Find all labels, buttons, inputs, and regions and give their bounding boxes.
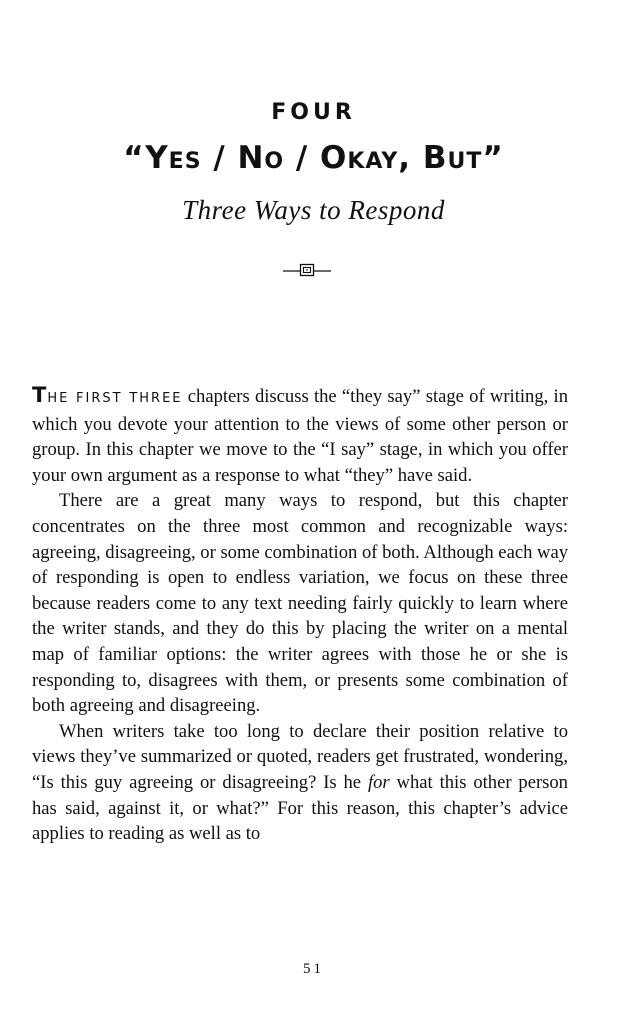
lead-first-letter: T bbox=[32, 383, 48, 407]
body-text bbox=[32, 383, 568, 847]
lead-in-caps bbox=[32, 383, 183, 407]
ornament-icon bbox=[283, 262, 331, 278]
paragraph-1 bbox=[32, 383, 568, 488]
paragraph-1-text: chapters discuss the “they say” stage of writing, in which you devote your attention to the views of some other person or group. In this chapter we move to the “I say” stage, in which you offer your own argument as a response to what “they” have said. bbox=[32, 386, 568, 486]
chapter-subtitle: Three Ways to Respond bbox=[182, 195, 445, 225]
paragraph-2: There are a great many ways to respond, but this chapter concentrates on the three most common and recognizable ways: agreeing, disagreeing, or some combination of both. Although each way of responding is open to endless variation, we focus on these three because readers come to any text needing fairly quickly to learn where the writer stands, and they do this by placing the writer on a mental map of familiar options: the writer agrees with those he or she is responding to, disagrees with them, or presents some combination of both agreeing and disagreeing. bbox=[32, 490, 568, 717]
paragraph-3-text-b: what this other person has said, against it, or what?” For this reason, this chapter’s advice applies to reading as well as to bbox=[32, 771, 568, 845]
page-number: 51 bbox=[303, 961, 324, 977]
paragraph-3 bbox=[32, 719, 568, 847]
paragraph-3-italic-word: for bbox=[367, 771, 390, 793]
chapter-number: FOUR bbox=[271, 100, 356, 125]
paragraph-3-text-a: When writers take too long to declare their position relative to views they’ve summarized or quoted, readers get frustrated, wondering, “Is this guy agreeing or disagreeing? Is he bbox=[32, 720, 568, 793]
chapter-title: “Yes / No / Okay, But” bbox=[123, 140, 504, 176]
lead-in-rest: HE FIRST THREE bbox=[47, 391, 183, 406]
